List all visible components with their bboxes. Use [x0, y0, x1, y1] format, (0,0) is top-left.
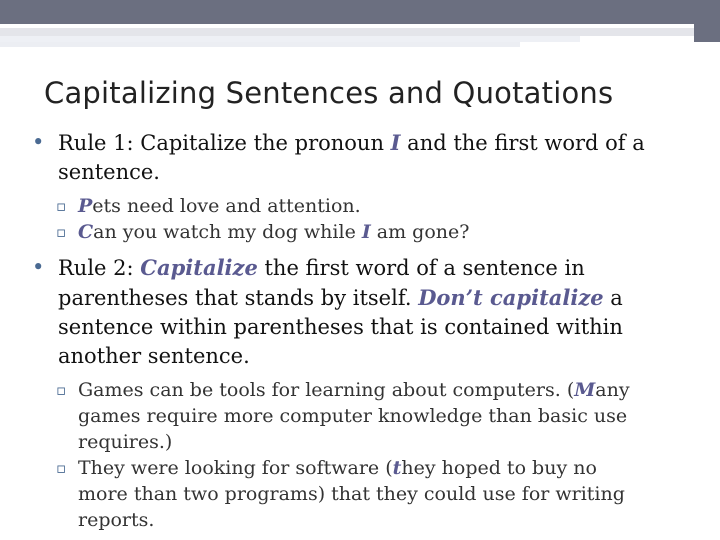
example-text: any: [595, 379, 630, 401]
rule-text: and the first word of a: [400, 131, 645, 155]
example-line: [78, 455, 696, 481]
rule-text: Rule 2:: [58, 256, 141, 280]
example-item: [24, 219, 696, 245]
sub-bullet-marker: ▫: [56, 223, 67, 241]
example-item: [24, 193, 696, 219]
emphasis-text: M: [574, 379, 596, 401]
header-bar: [0, 0, 720, 24]
sub-bullet-marker: ▫: [56, 381, 67, 399]
sub-bullet-marker: ▫: [56, 459, 67, 477]
example-text: Games can be tools for learning about computers. (: [78, 379, 575, 401]
emphasis-text: Capitalize: [140, 255, 258, 280]
example-text: am gone?: [370, 221, 470, 243]
example-line: requires.): [78, 431, 173, 453]
rule-text: Rule 1: Capitalize the pronoun: [58, 131, 391, 155]
example-line: games require more computer knowledge than basic use: [78, 405, 628, 427]
header-bar-corner: [694, 0, 720, 42]
bullet-marker: •: [32, 130, 45, 154]
example-text: an you watch my dog while: [93, 221, 362, 243]
example-item: [24, 455, 696, 533]
emphasis-text: t: [392, 457, 402, 479]
header-accent-line: [0, 42, 520, 47]
example-line: [78, 377, 696, 403]
rule-1-bullet: [24, 128, 696, 187]
rule-2-bullet: [24, 253, 696, 371]
sub-bullet-marker: ▫: [56, 197, 67, 215]
header-accent-line: [0, 28, 694, 36]
rule-1-line: sentence.: [58, 160, 160, 184]
rule-2-line: [58, 253, 696, 283]
slide-title: Capitalizing Sentences and Quotations: [44, 76, 614, 110]
emphasis-text: P: [78, 195, 93, 217]
example-line: reports.: [78, 509, 155, 531]
rule-text: parentheses that stands by itself.: [58, 286, 419, 310]
emphasis-text: Don’t capitalize: [418, 285, 604, 310]
example-text: hey hoped to buy no: [401, 457, 597, 479]
example-text: ets need love and attention.: [92, 195, 361, 217]
rule-2-line: sentence within parentheses that is contained within: [58, 315, 623, 339]
example-item: [24, 377, 696, 455]
slide-content: [24, 128, 696, 533]
rule-text: a: [603, 286, 623, 310]
rule-2-line: another sentence.: [58, 344, 250, 368]
rule-2-line: [58, 283, 696, 313]
rule-text: the first word of a sentence in: [257, 256, 585, 280]
emphasis-text: I: [361, 221, 371, 243]
example-text: They were looking for software (: [78, 457, 393, 479]
rule-1-line: [58, 128, 696, 158]
emphasis-text: I: [390, 130, 401, 155]
example-line: more than two programs) that they could use for writing: [78, 483, 625, 505]
emphasis-text: C: [78, 221, 94, 243]
bullet-marker: •: [32, 255, 45, 279]
